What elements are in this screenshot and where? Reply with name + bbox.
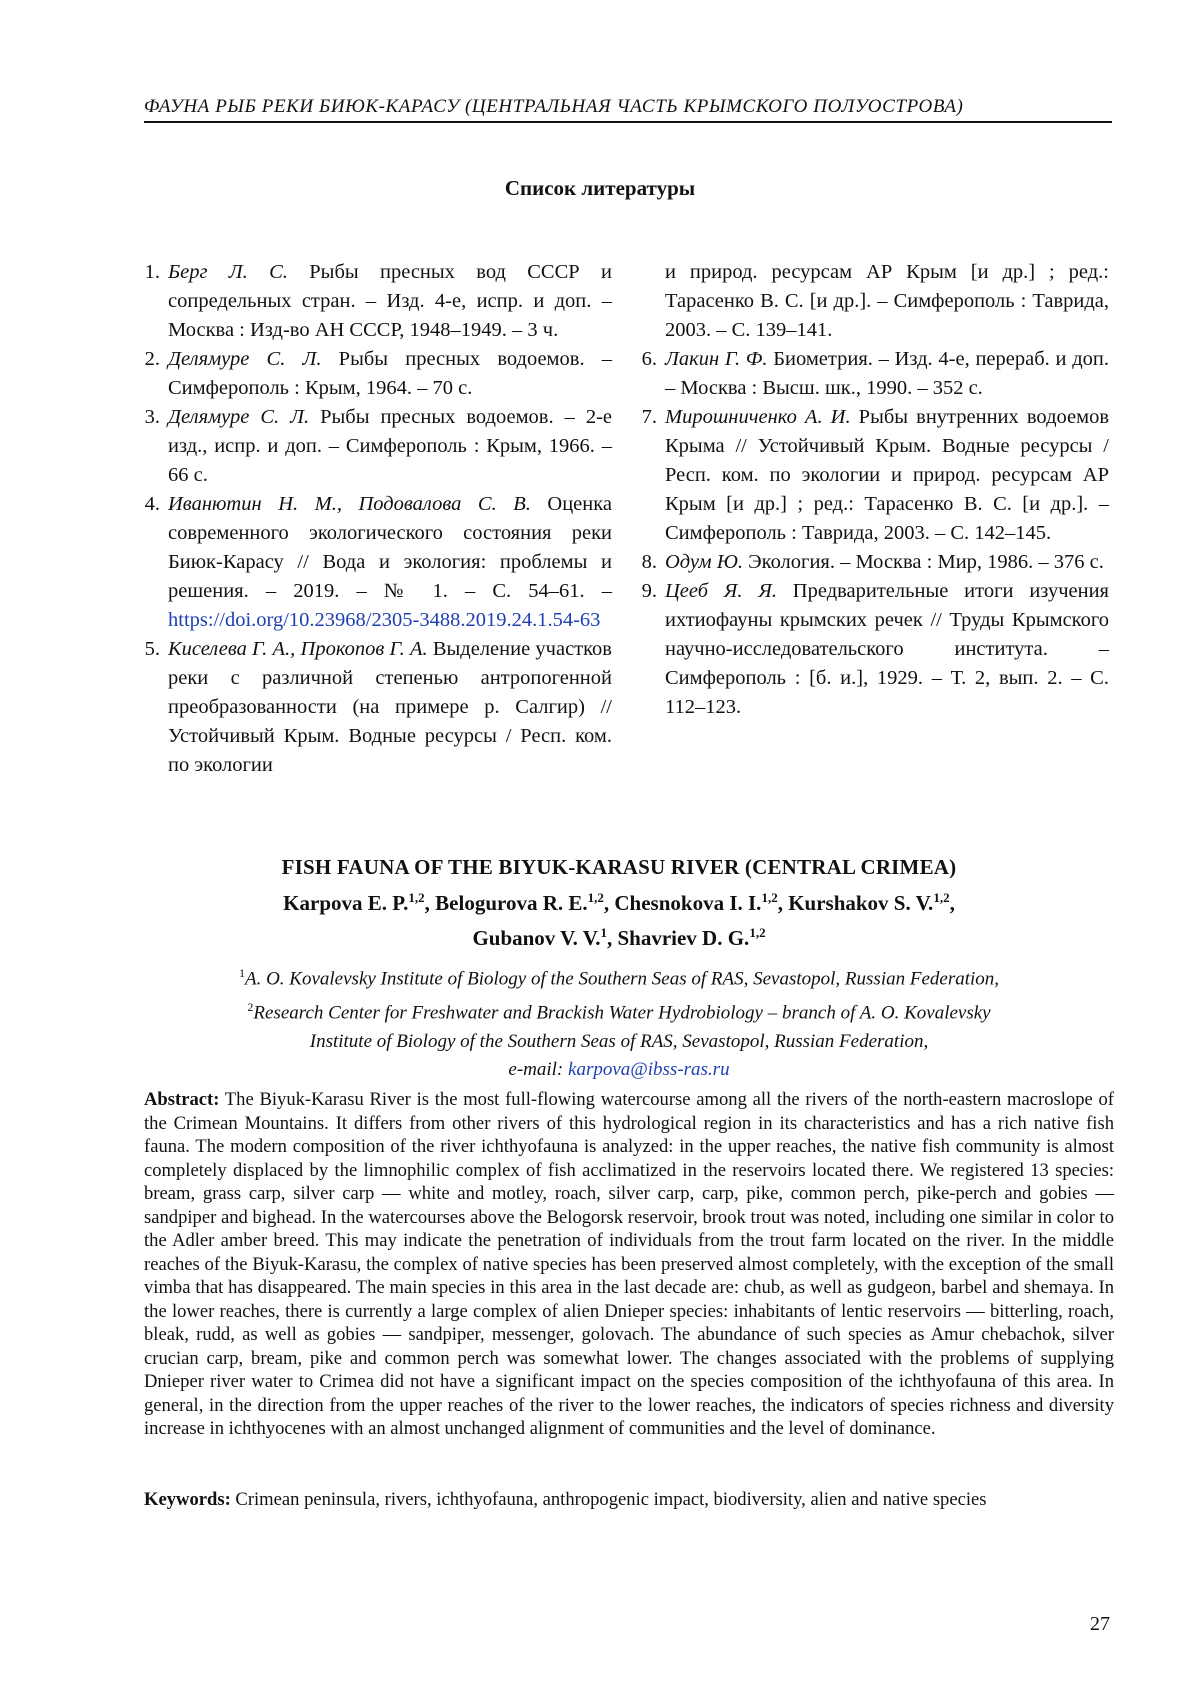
author-name: Belogurova R. E. [435,891,588,915]
author-name: Gubanov V. V. [472,926,601,950]
reference-text: и природ. ресурсам АР Крым [и др.] ; ред.: Тарасенко В. С. [и др.]. – Симферополь : Таврида, 2003. – С. 139–141. [665,261,1109,341]
author-affiliation-mark: 1,2 [933,890,950,905]
reference-continuation [627,258,1109,345]
reference-number: 7. [641,406,657,428]
author-separator: , [949,891,955,915]
reference-text: Оценка современного экологического состояния реки Биюк-Карасу // Вода и экология: проблемы и решения. – 2019. – № 1. – С. 54–61. – [168,493,612,602]
english-title-block [130,855,1108,1084]
reference-text: Рыбы внутренних водоемов Крыма // Устойчивый Крым. Водные ресурсы / Респ. ком. по экологии и природ. ресурсам АР Крым [и др.] ; ред.: Тарасенко В. С. [и др.]. – Симферополь : Таврида, 2003. – С. 142–145. [665,406,1109,544]
keywords-label: Keywords: [144,1489,231,1510]
affiliations [130,959,1108,1084]
reference-item [130,403,612,490]
affiliation-text: A. O. Kovalevsky Institute of Biology of the Southern Seas of RAS, Sevastopol, Russian Federation, [244,968,1000,990]
keywords-text: Crimean peninsula, rivers, ichthyofauna, anthropogenic impact, biodiversity, alien and native species [230,1489,987,1510]
page-number: 27 [1090,1613,1110,1635]
reference-item [627,548,1109,577]
references-title: Список литературы [504,176,696,200]
author-affiliation-mark: 1,2 [761,890,778,905]
reference-number: 3. [144,406,160,428]
reference-author: Делямуре С. Л. [168,348,322,370]
email-label: e-mail: [508,1058,569,1080]
reference-text: Рыбы пресных вод СССР и сопредельных стран. – Изд. 4-е, испр. и доп. – Москва : Изд-во АН СССР, 1948–1949. – 3 ч. [168,261,612,341]
author-separator: , [603,891,615,915]
reference-number: 6. [641,348,657,370]
reference-item [130,258,612,345]
reference-item [130,635,612,780]
reference-author: Цееб Я. Я. [665,580,777,602]
reference-author: Одум Ю. [665,551,743,573]
reference-text: Выделение участков реки с различной степенью антропогенной преобразованности (на примере р. Салгир) // Устойчивый Крым. Водные ресурсы / Респ. ком. по экологии [168,638,612,776]
author-list [130,883,1108,953]
reference-number: 4. [144,493,160,515]
reference-author: Мирошниченко А. И. [665,406,851,428]
reference-number: 1. [144,261,160,283]
abstract-text: The Biyuk-Karasu River is the most full-flowing watercourse among all the rivers of the north-eastern macroslope of the Crimean Mountains. It differs from other rivers of this hydrological region in its characteristics and has a rich native fish fauna. The modern composition of the river ichthyofauna is analyzed: in the upper reaches, the native fish community is almost completely displaced by the limnophilic complex of fish acclimatized in the reservoirs located there. We registered 13 species: bream, grass carp, silver carp — white and motley, roach, silver carp, carp, pike, common perch, pike-perch and gobies — sandpiper and bighead. In the watercourses above the Belogorsk reservoir, brook trout was noted, including one similar in color to the Adler amber breed. This may indicate the penetration of individuals from the trout farm located on the river. In the middle reaches of the Biyuk-Karasu, the complex of native species has been preserved almost completely, with the exception of the small vimba that has disappeared. The main species in this area in the last decade are: chub, as well as gudgeon, barbel and shemaya. In the lower reaches, there is currently a large complex of alien Dnieper species: inhabitants of lentic reservoirs — bitterling, roach, bleak, rudd, as well as gobies — sandpiper, messenger, golovach. The abundance of such species as Amur chebachok, silver crucian carp, bream, pike and common perch was somewhat lower. The changes associated with the problems of supplying Dnieper river water to Crimea did not have a significant impact on the species composition of the ichthyofauna of this area. In general, in the direction from the upper reaches of the river to the lower reaches, the indicators of species richness and diversity increase in ichthyocenes with an almost unchanged alignment of communities and the level of dominance. [144,1089,1114,1439]
reference-item [627,577,1109,722]
author-separator: , [606,926,618,950]
references-left-column [130,258,612,780]
author-name: Kurshakov S. V. [788,891,934,915]
reference-text: Предварительные итоги изучения ихтиофауны крымских речек // Труды Крымского научно-исследовательского института. – Симферополь : [б. и.], 1929. – Т. 2, вып. 2. – С. 112–123. [665,580,1109,718]
article-title-english: FISH FAUNA OF THE BIYUK-KARASU RIVER (CENTRAL CRIMEA) [281,855,957,879]
reference-item [627,345,1109,403]
reference-author: Лакин Г. Ф. [665,348,768,370]
reference-number: 5. [144,638,160,660]
reference-item [627,403,1109,548]
affiliation-text: Institute of Biology of the Southern Seas of RAS, Sevastopol, Russian Federation, [309,1030,929,1052]
reference-number: 8. [641,551,657,573]
reference-author: Киселева Г. А., Прокопов Г. А. [168,638,428,660]
abstract [144,1088,1114,1441]
reference-text: Рыбы пресных водоемов. – 2-е изд., испр. и доп. – Симферополь : Крым, 1966. – 66 с. [168,406,612,486]
reference-text: Рыбы пресных водоемов. – Симферополь : Крым, 1964. – 70 с. [168,348,612,399]
author-name: Karpova E. P. [283,891,409,915]
author-separator: , [777,891,789,915]
running-header: ФАУНА РЫБ РЕКИ БИЮК-КАРАСУ (ЦЕНТРАЛЬНАЯ ЧАСТЬ КРЫМСКОГО ПОЛУОСТРОВА) [144,96,1112,123]
affiliation-mark: 1 [238,966,245,980]
author-affiliation-mark: 1 [600,925,607,940]
references-right-column [627,258,1109,722]
author-name: Chesnokova I. I. [614,891,762,915]
reference-author: Иванютин Н. М., Подовалова С. В. [168,493,531,515]
author-affiliation-mark: 1,2 [587,890,604,905]
reference-text: Биометрия. – Изд. 4-е, перераб. и доп. – Москва : Высш. шк., 1990. – 352 с. [665,348,1110,399]
author-separator: , [424,891,436,915]
doi-link[interactable]: https://doi.org/10.23968/2305-3488.2019.24.1.54-63 [168,609,601,631]
email-link[interactable]: karpova@ibss-ras.ru [568,1058,730,1080]
author-name: Shavriev D. G. [617,926,750,950]
reference-author: Берг Л. С. [168,261,288,283]
reference-text: Экология. – Москва : Мир, 1986. – 376 с. [743,551,1104,573]
affiliation-text: Research Center for Freshwater and Brackish Water Hydrobiology – branch of A. O. Kovalevsky [253,1002,991,1024]
reference-author: Делямуре С. Л. [168,406,310,428]
reference-number: 9. [641,580,657,602]
reference-item [130,490,612,635]
author-affiliation-mark: 1,2 [749,925,766,940]
reference-item [130,345,612,403]
abstract-label: Abstract: [144,1089,220,1110]
reference-number: 2. [144,348,160,370]
affiliation-mark: 2 [247,1000,254,1015]
author-affiliation-mark: 1,2 [408,890,425,905]
keywords [144,1488,1114,1512]
